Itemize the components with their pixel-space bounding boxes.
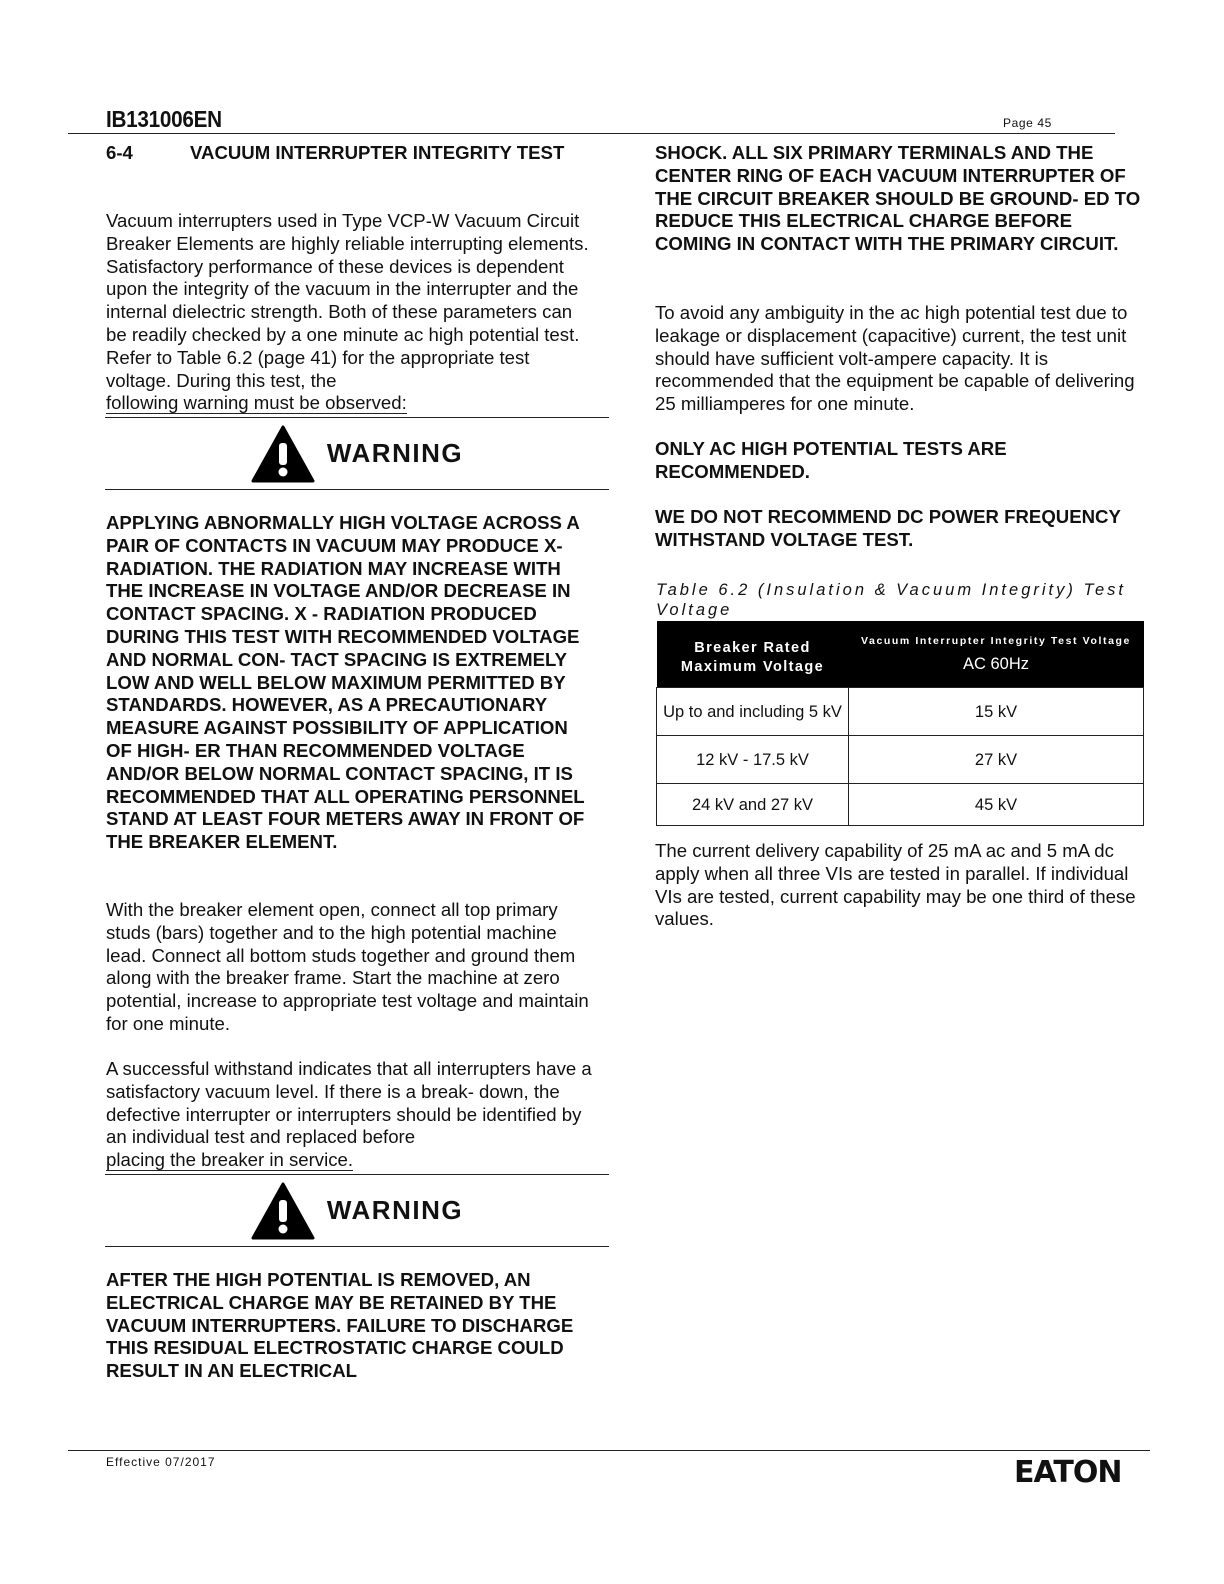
table-row	[657, 688, 1144, 736]
eaton-logo: EATON	[1014, 1455, 1122, 1490]
procedure-paragraph: With the breaker element open, connect all top primary studs (bars) together and to the high potential machine lead. Connect all bottom studs together and ground them along with the breaker frame. Start the machine at zero potential, increase to appropriate test voltage and maintain for one minute.	[106, 899, 589, 1034]
current-capability-paragraph: The current delivery capability of 25 mA ac and 5 mA dc apply when all three VIs are tested in parallel. If individual VIs are tested, current capability may be one third of these values.	[655, 840, 1136, 930]
table-cell-rated: Up to and including 5 kV	[657, 688, 849, 736]
table-cell-test: 15 kV	[849, 688, 1144, 736]
section-heading	[106, 142, 594, 165]
withstand-paragraph: A successful withstand indicates that all interrupters have a satisfactory vacuum level. If there is a break- down, the defective interrupter or interrupters should be identified by an individual test and replaced before placing the breaker in service.	[106, 1058, 592, 1171]
table-cell-test: 45 kV	[849, 784, 1144, 826]
warning-label: WARNING	[326, 1195, 464, 1225]
table-row	[657, 736, 1144, 784]
document-id: IB131006EN	[106, 106, 222, 132]
withstand-paragraph-tail: placing the breaker in service.	[106, 1149, 354, 1171]
warning-icon	[251, 1182, 315, 1240]
warning-text-2: AFTER THE HIGH POTENTIAL IS REMOVED, AN ELECTRICAL CHARGE MAY BE RETAINED BY THE VACUUM INTERRUPTERS. FAILURE TO DISCHARGE THIS RESIDUAL ELECTROSTATIC CHARGE COULD RESULT IN AN ELECTRICAL	[106, 1269, 574, 1382]
table-row	[657, 784, 1144, 826]
table-header-row	[657, 621, 1144, 688]
page-number: Page 45	[1003, 116, 1052, 130]
table-caption: Table 6.2 (Insulation & Vacuum Integrity) Test Voltage	[656, 581, 1127, 619]
col-header-rated-voltage: Breaker Rated Maximum Voltage	[657, 621, 849, 688]
warning-banner-1	[105, 417, 609, 490]
section-title: VACUUM INTERRUPTER INTEGRITY TEST	[190, 142, 565, 163]
ac-only-note: ONLY AC HIGH POTENTIAL TESTS ARE RECOMMENDED.	[655, 438, 1007, 482]
watermark: ​	[61, 1321, 172, 1399]
test-voltage-table	[656, 621, 1144, 826]
warning-icon	[251, 425, 315, 483]
table-cell-rated: 12 kV - 17.5 kV	[657, 736, 849, 784]
warning-text-1: APPLYING ABNORMALLY HIGH VOLTAGE ACROSS A PAIR OF CONTACTS IN VACUUM MAY PRODUCE X-RADIATION. THE RADIATION MAY INCREASE WITH THE INCREASE IN VOLTAGE AND/OR DECREASE IN CONTACT SPACING. X - RADIATION PRODUCED DURING THIS TEST WITH RECOMMENDED VOLTAGE AND NORMAL CON- TACT SPACING IS EXTREMELY LOW AND WELL BELOW MAXIMUM PERMITTED BY STANDARDS. HOWEVER, AS A PRECAUTIONARY MEASURE AGAINST POSSIBILITY OF APPLICATION OF HIGH- ER THAN RECOMMENDED VOLTAGE AND/OR BELOW NORMAL CONTACT SPACING, IT IS RECOMMENDED THAT ALL OPERATING PERSONNEL STAND AT LEAST FOUR METERS AWAY IN FRONT OF THE BREAKER ELEMENT.	[106, 512, 585, 853]
section-number: 6-4	[106, 142, 133, 163]
intro-paragraph-tail: following warning must be observed:	[106, 392, 407, 414]
effective-date: Effective 07/2017	[106, 1455, 216, 1469]
table-cell-test: 27 kV	[849, 736, 1144, 784]
warning-label: WARNING	[326, 438, 464, 468]
dc-note: WE DO NOT RECOMMEND DC POWER FREQUENCY WITHSTAND VOLTAGE TEST.	[655, 506, 1121, 550]
warning-text-2-continued: SHOCK. ALL SIX PRIMARY TERMINALS AND THE CENTER RING OF EACH VACUUM INTERRUPTER OF THE CIRCUIT BREAKER SHOULD BE GROUND- ED TO REDUCE THIS ELECTRICAL CHARGE BEFORE COMING IN CONTACT WITH THE PRIMARY CIRCUIT.	[655, 142, 1141, 255]
intro-paragraph: Vacuum interrupters used in Type VCP-W Vacuum Circuit Breaker Elements are highly reliable interrupting elements. Satisfactory performance of these devices is dependent upon the integrity of the vacuum in the interrupter and the internal dielectric strength. Both of these parameters can be readily checked by a one minute ac high potential test. Refer to Table 6.2 (page 41) for the appropriate test voltage. During this test, the following warning must be observed:	[106, 210, 589, 414]
header-rule	[68, 133, 1115, 134]
warning-banner-2	[105, 1174, 609, 1247]
footer-rule	[68, 1450, 1150, 1451]
table-cell-rated: 24 kV and 27 kV	[657, 784, 849, 826]
capacity-paragraph: To avoid any ambiguity in the ac high potential test due to leakage or displacement (capacitive) current, the test unit should have sufficient volt-ampere capacity. It is recommended that the equipment be capable of delivering 25 milliamperes for one minute.	[655, 302, 1135, 415]
col-header-test-voltage: Vacuum Interrupter Integrity Test Voltage AC 60Hz	[849, 621, 1144, 688]
